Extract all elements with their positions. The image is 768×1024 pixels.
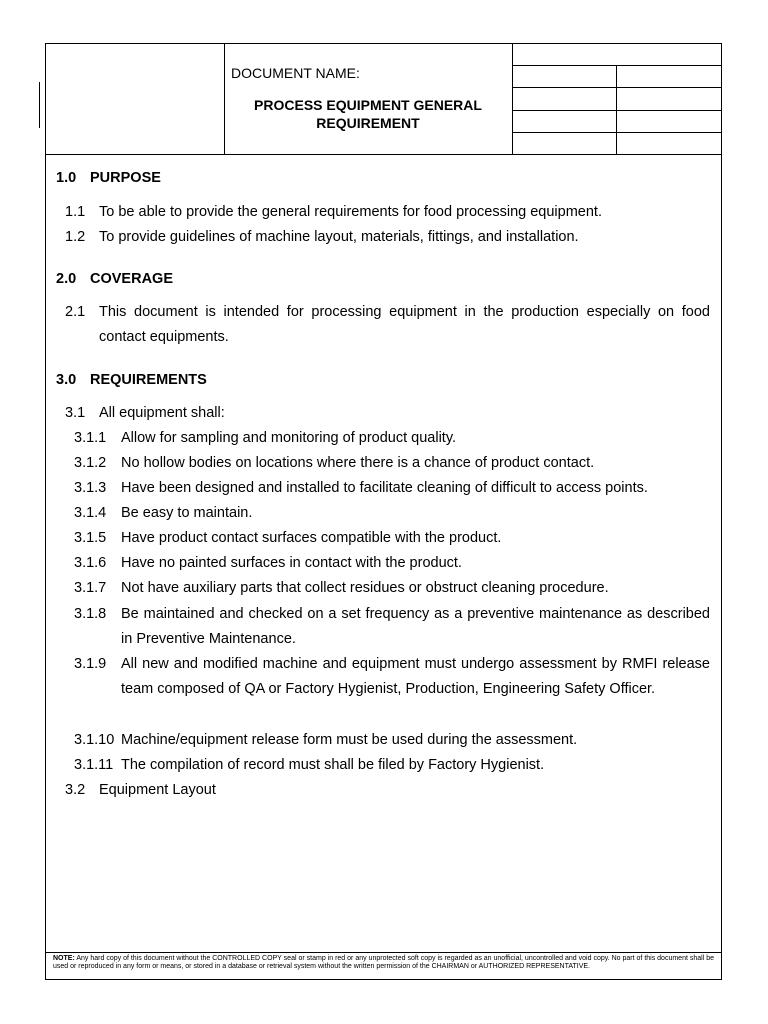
section-title: REQUIREMENTS: [90, 372, 207, 388]
document-title: [224, 96, 512, 132]
section-heading-purpose: [56, 170, 161, 186]
section-heading-coverage: [56, 271, 173, 287]
item-number: 3.1.4: [74, 505, 107, 521]
item-number: 3.1.1: [74, 430, 107, 446]
item-text: Equipment Layout: [99, 782, 216, 798]
control-cell: [512, 132, 617, 154]
item-number: 3.1.11: [74, 757, 114, 773]
section-number: 3.0: [56, 372, 77, 388]
document-header: [46, 44, 721, 155]
note-text: Any hard copy of this document without the CONTROLLED COPY seal or stamp in red or any unprotected soft copy is regarded as an unofficial, uncontrolled and void copy. No part of this document shall be used or reproduced in any form or means, or stored in a database or retrieval system without the written permission of the CHAIRMAN or AUTHORIZED REPRESENTATIVE.: [53, 955, 714, 970]
document-name-label: DOCUMENT NAME:: [231, 65, 360, 81]
section-number: 1.0: [56, 170, 77, 186]
item-number: 3.2: [65, 782, 86, 798]
note-label: NOTE:: [53, 955, 75, 962]
section-heading-requirements: [56, 372, 207, 388]
item-number: 3.1.10: [74, 732, 115, 748]
control-cell: [617, 66, 722, 88]
item-number: 2.1: [65, 304, 86, 320]
item-number: 3.1.3: [74, 480, 107, 496]
control-cell: [617, 88, 722, 110]
item-text: Be easy to maintain.: [121, 505, 253, 521]
control-cell: [512, 110, 617, 132]
item-text: Machine/equipment release form must be used during the assessment.: [121, 732, 578, 748]
document-title-line-1: PROCESS EQUIPMENT GENERAL: [254, 97, 482, 113]
item-text: All new and modified machine and equipment must undergo assessment by RMFI release team composed of QA or Factory Hygienist, Production, Engineering Safety Officer.: [121, 656, 710, 697]
item-number: 3.1.9: [74, 656, 107, 672]
item-text: The compilation of record must shall be filed by Factory Hygienist.: [121, 757, 545, 773]
item-number: 3.1.7: [74, 580, 107, 596]
item-text: No hollow bodies on locations where there is a chance of product contact.: [121, 455, 595, 471]
section-title: COVERAGE: [90, 271, 173, 287]
item-number: 1.1: [65, 204, 86, 220]
item-text: Allow for sampling and monitoring of product quality.: [121, 430, 457, 446]
item-number: 3.1: [65, 405, 86, 421]
control-cell: [512, 44, 721, 66]
item-number: 3.1.8: [74, 606, 107, 622]
document-title-line-2: REQUIREMENT: [316, 115, 420, 131]
item-text: Be maintained and checked on a set frequency as a preventive maintenance as described in Preventive Maintenance.: [121, 606, 710, 647]
item-text: All equipment shall:: [99, 405, 225, 421]
margin-mark: [39, 82, 40, 128]
control-cell: [512, 66, 617, 88]
item-text: Have been designed and installed to facilitate cleaning of difficult to access points.: [121, 480, 648, 496]
control-cell: [512, 88, 617, 110]
document-name-cell: [224, 44, 513, 154]
document-control-table: [512, 44, 721, 154]
item-text: To provide guidelines of machine layout, materials, fittings, and installation.: [99, 229, 579, 245]
logo-cell: [46, 44, 225, 154]
item-text: Have no painted surfaces in contact with the product.: [121, 555, 462, 571]
control-cell: [617, 110, 722, 132]
item-number: 3.1.5: [74, 530, 107, 546]
item-number: 1.2: [65, 229, 86, 245]
document-page: [45, 43, 722, 980]
item-number: 3.1.6: [74, 555, 107, 571]
item-text: This document is intended for processing equipment in the production especially on food contact equipments.: [99, 304, 710, 345]
section-number: 2.0: [56, 271, 77, 287]
section-title: PURPOSE: [90, 170, 161, 186]
item-text: To be able to provide the general requirements for food processing equipment.: [99, 204, 602, 220]
footer-note: [46, 952, 721, 970]
control-cell: [617, 132, 722, 154]
item-text: Not have auxiliary parts that collect residues or obstruct cleaning procedure.: [121, 580, 609, 596]
item-number: 3.1.2: [74, 455, 107, 471]
item-text: Have product contact surfaces compatible with the product.: [121, 530, 502, 546]
